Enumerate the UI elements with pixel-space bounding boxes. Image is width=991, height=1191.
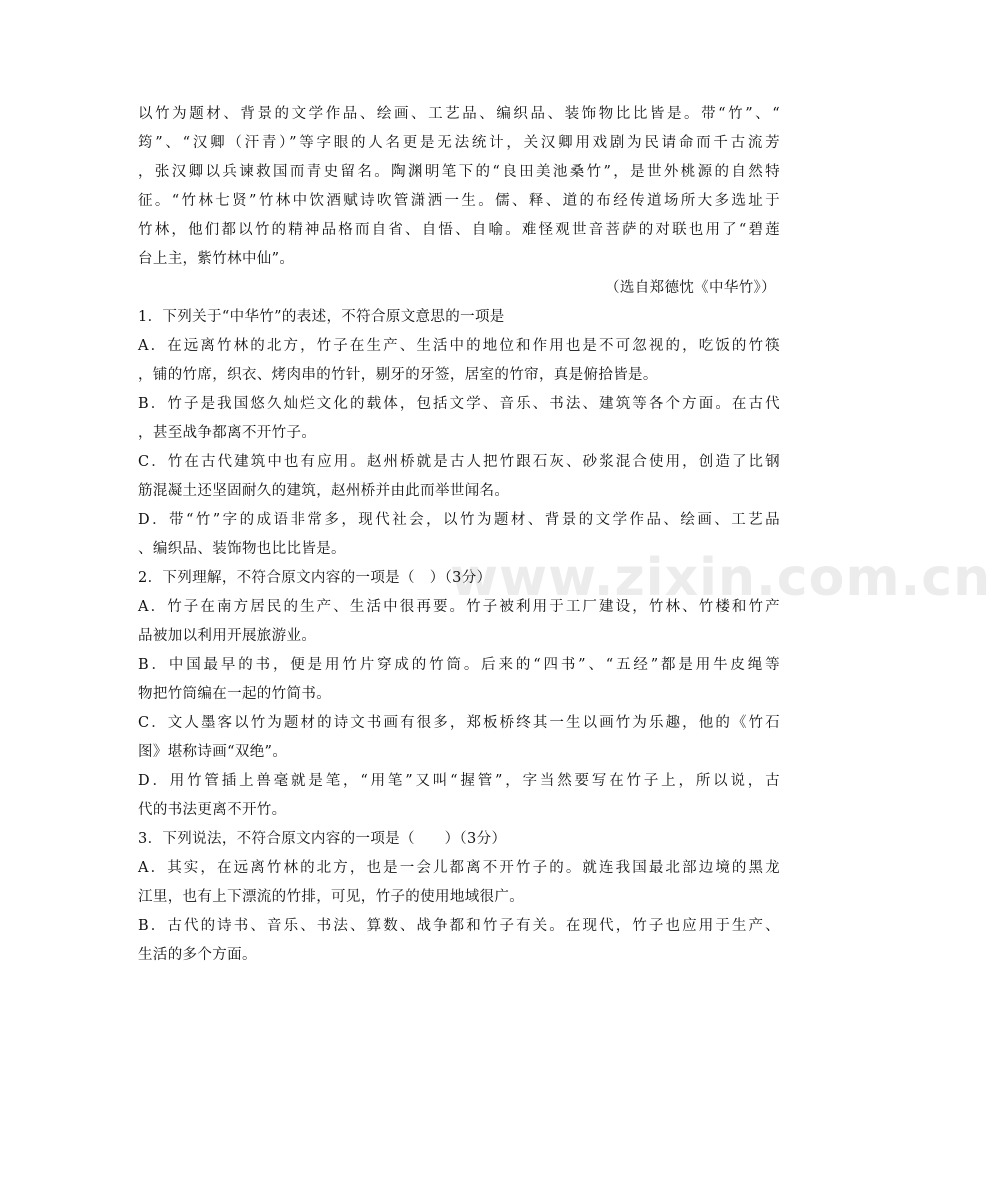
question-stem: 1．下列关于“中华竹”的表述，不符合原文意思的一项是 — [138, 309, 505, 325]
option-line: 生活的多个方面。 — [138, 947, 257, 963]
option-a — [138, 332, 780, 390]
option-line: A．其实，在远离竹林的北方，也是一会儿都离不开竹子的。就连我国最北部边境的黑龙 — [138, 860, 780, 876]
option-line: 图》堪称诗画“双绝”。 — [138, 744, 288, 760]
passage — [138, 100, 780, 303]
question-3 — [138, 825, 780, 970]
option-line: B．古代的诗书、音乐、书法、算数、战争都和竹子有关。在现代，竹子也应用于生产、 — [138, 918, 780, 934]
option-line: D．带“竹”字的成语非常多，现代社会，以竹为题材、背景的文学作品、绘画、工艺品 — [138, 512, 780, 528]
passage-line: 征。“竹林七贤”竹林中饮酒赋诗吹管潇洒一生。儒、释、道的布经传道场所大多选址于 — [138, 193, 780, 209]
option-line: A．竹子在南方居民的生产、生活中很再要。竹子被利用于工厂建设，竹林、竹楼和竹产 — [138, 599, 780, 615]
option-line: 代的书法更离不开竹。 — [138, 802, 287, 818]
passage-line: 以竹为题材、背景的文学作品、绘画、工艺品、编织品、装饰物比比皆是。带“竹”、“ — [138, 106, 780, 122]
passage-line: 筠”、“汉卿（汗青）”等字眼的人名更是无法统计，关汉卿用戏剧为民请命而千古流芳 — [138, 135, 780, 151]
passage-line: ，张汉卿以兵谏救国而青史留名。陶渊明笔下的“良田美池桑竹”，是世外桃源的自然特 — [138, 164, 780, 180]
option-line: C．竹在古代建筑中也有应用。赵州桥就是古人把竹跟石灰、砂浆混合使用，创造了比钢 — [138, 454, 780, 470]
question-stem: 3．下列说法，不符合原文内容的一项是（ ）（3分） — [138, 831, 507, 847]
option-d — [138, 767, 780, 825]
source-citation: （选自郑德忱《中华竹》） — [605, 280, 776, 296]
option-line: 筋混凝土还坚固耐久的建筑，赵州桥并由此而举世闻名。 — [138, 483, 510, 499]
option-line: D．用竹管插上兽毫就是笔，“用笔”又叫“握管”，字当然要写在竹子上，所以说，古 — [138, 773, 780, 789]
document-body — [138, 100, 780, 970]
watermark: www.zixin.com.cn — [450, 548, 991, 608]
question-2 — [138, 564, 780, 825]
option-c — [138, 448, 780, 506]
option-line: 品被加以利用开展旅游业。 — [138, 628, 317, 644]
option-line: C．文人墨客以竹为题材的诗文书画有很多，郑板桥终其一生以画竹为乐趣，他的《竹石 — [138, 715, 780, 731]
option-line: 江里，也有上下漂流的竹排，可见，竹子的使用地域很广。 — [138, 889, 525, 905]
option-line: A．在远离竹林的北方，竹子在生产、生活中的地位和作用也是不可忽视的，吃饭的竹筷 — [138, 338, 780, 354]
option-line: 、编织品、装饰物也比比皆是。 — [138, 541, 346, 557]
option-b — [138, 390, 780, 448]
passage-line: 台上主，紫竹林中仙”。 — [138, 251, 295, 267]
option-line: B．中国最早的书，便是用竹片穿成的竹筒。后来的“四书”、“五经”都是用牛皮绳等 — [138, 657, 780, 673]
passage-line: 竹林，他们都以竹的精神品格而自省、自悟、自喻。难怪观世音菩萨的对联也用了“碧莲 — [138, 222, 780, 238]
option-a — [138, 593, 780, 651]
question-1 — [138, 303, 780, 564]
option-d — [138, 506, 780, 564]
option-line: B．竹子是我国悠久灿烂文化的载体，包括文学、音乐、书法、建筑等各个方面。在古代 — [138, 396, 780, 412]
option-b — [138, 651, 780, 709]
question-stem: 2．下列理解，不符合原文内容的一项是（ ）（3分） — [138, 570, 492, 586]
option-line: ，铺的竹席，织衣、烤肉串的竹针，剔牙的牙签，居室的竹帘，真是俯拾皆是。 — [138, 367, 658, 383]
option-c — [138, 709, 780, 767]
option-line: ，甚至战争都离不开竹子。 — [138, 425, 317, 441]
option-line: 物把竹筒编在一起的竹简书。 — [138, 686, 332, 702]
option-b — [138, 912, 780, 970]
option-a — [138, 854, 780, 912]
